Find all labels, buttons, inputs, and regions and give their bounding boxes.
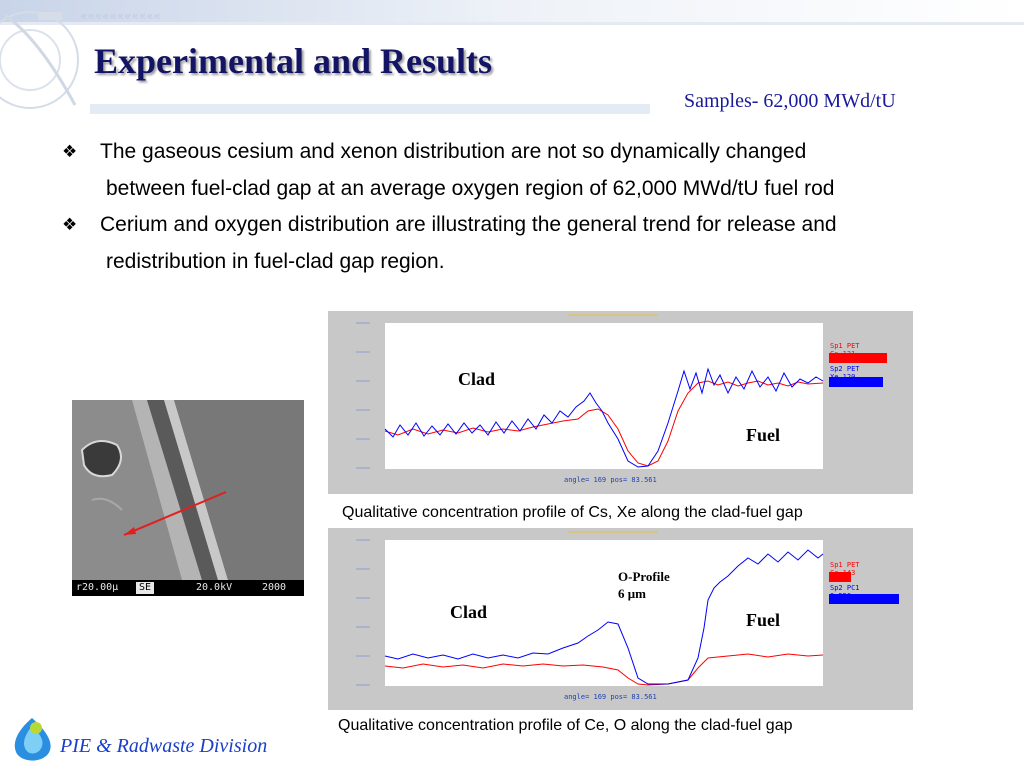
- legend-entry-2: [830, 584, 860, 600]
- division-logo-icon: [10, 716, 54, 764]
- sem-mode: SE: [136, 582, 154, 594]
- plot-graphic: [328, 311, 913, 494]
- bullet-text-line: Cerium and oxygen distribution are illustrating the general trend for release and: [100, 213, 837, 236]
- legend-entry-2: [830, 365, 860, 381]
- sem-info-bar: [72, 580, 304, 596]
- bullet-text-line: between fuel-clad gap at an average oxygen region of 62,000 MWd/tU fuel rod: [106, 176, 835, 200]
- clad-label: Clad: [458, 369, 496, 389]
- bullet-text-line: redistribution in fuel-clad gap region.: [106, 249, 445, 273]
- bullet-text-line: The gaseous cesium and xenon distribution are not so dynamically changed: [100, 140, 807, 163]
- diamond-bullet-icon: ❖: [62, 142, 78, 162]
- legend-line: Sp1 PET: [830, 561, 860, 569]
- clad-label: Clad: [450, 602, 488, 622]
- plot-footer-text: angle= 169 pos= 83.561: [564, 476, 657, 484]
- plot-graphic: [328, 528, 913, 710]
- sem-scale: r20.00μ: [76, 582, 119, 593]
- svg-text:«««««««««««: «««««««««««: [80, 9, 161, 23]
- plot-panel-ce-o: [328, 528, 913, 710]
- legend-line: Sp2 PC1: [830, 584, 860, 592]
- caption-ce-o: Qualitative concentration profile of Ce, O along the clad-fuel gap: [338, 717, 793, 734]
- plot-footer-text: angle= 169 pos= 83.561: [564, 693, 657, 701]
- oprofile-width: 6 μm: [618, 586, 646, 601]
- sem-voltage: 20.0kV: [196, 582, 233, 593]
- diamond-bullet-icon: ❖: [62, 215, 78, 235]
- legend-line: Sp2 PET: [830, 365, 860, 373]
- legend-entry-1: [830, 342, 860, 358]
- sem-image-graphic: [72, 400, 304, 580]
- legend-line: Cs 131: [830, 350, 856, 358]
- plot-panel-cs-xe: [328, 311, 913, 494]
- bullet-item: [62, 207, 1012, 280]
- oprofile-title: O-Profile: [618, 569, 670, 584]
- bullet-item: [62, 134, 1012, 207]
- slide-subtitle: Samples- 62,000 MWd/tU: [684, 90, 896, 112]
- sem-micrograph: [72, 400, 304, 596]
- legend-line: Ce 143: [830, 569, 856, 577]
- legend-entry-1: [830, 561, 860, 577]
- fuel-label: Fuel: [746, 610, 780, 630]
- oprofile-label: [618, 568, 670, 602]
- slide-title: Experimental and Results: [94, 41, 493, 81]
- fuel-label: Fuel: [746, 425, 780, 445]
- legend-line: O 550: [830, 592, 852, 600]
- legend-line: Sp1 PET: [830, 342, 860, 350]
- caption-cs-xe: Qualitative concentration profile of Cs, Xe along the clad-fuel gap: [342, 504, 803, 521]
- bullet-list: [62, 134, 1012, 280]
- legend-line: Xe 120: [830, 373, 856, 381]
- sem-number: 2000: [262, 582, 287, 593]
- footer-division: PIE & Radwaste Division: [60, 735, 268, 757]
